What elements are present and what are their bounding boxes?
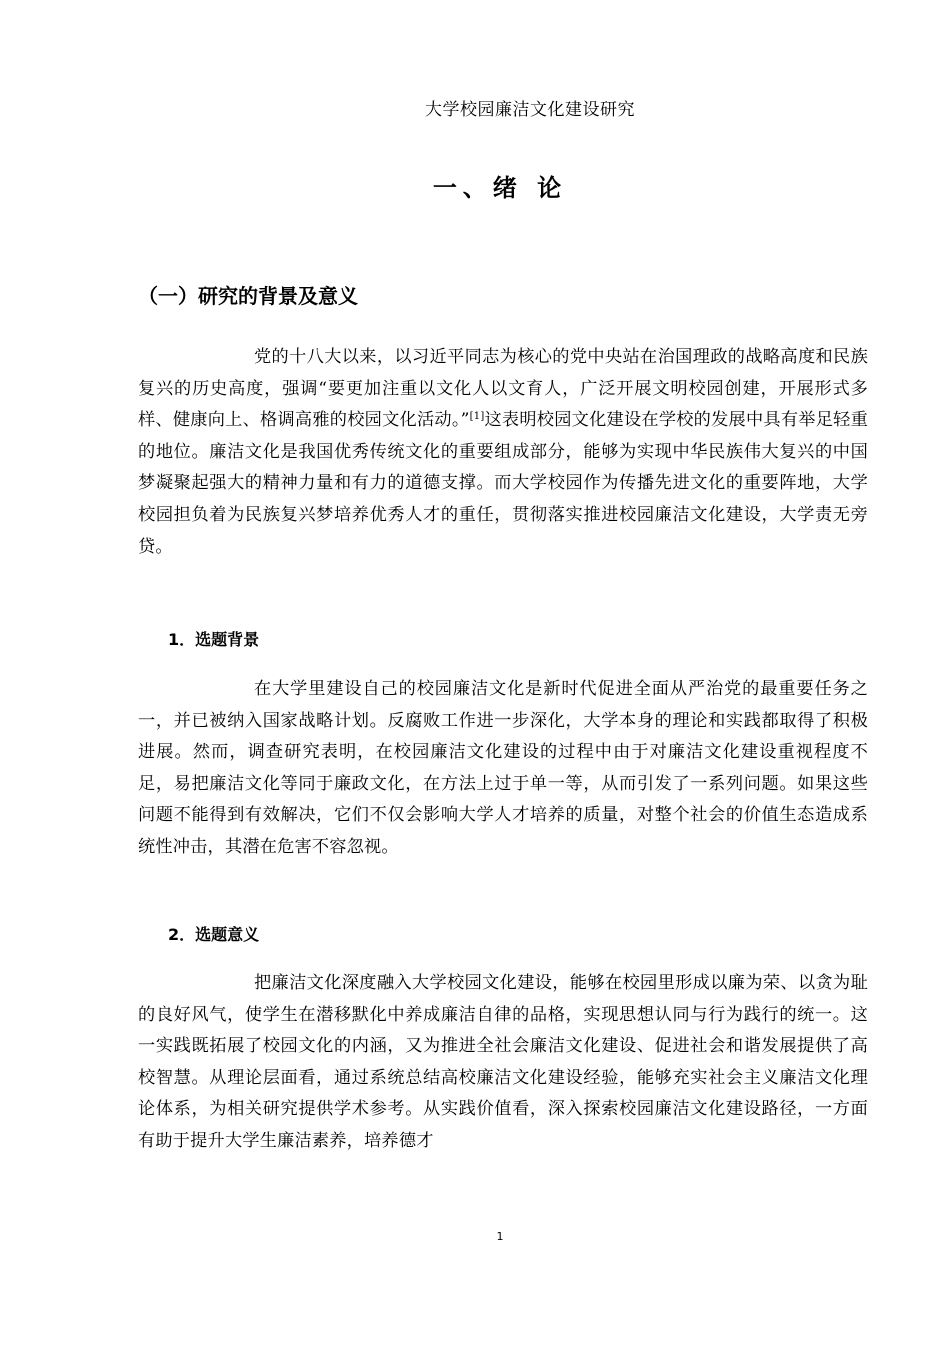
page-number: 1 [496, 1230, 504, 1243]
section-title: （一）研究的背景及意义 [138, 284, 358, 308]
intro-text-part2: 这表明校园文化建设在学校的发展中具有举足轻重的地位。廉洁文化是我国优秀传统文化的重要组成部分，能够为实现中华民族伟大复兴的中国梦凝聚起强大的精神力量和有力的道德支撑。而大学校园作为传播先进文化的重要阵地，大学校园担负着为民族复兴梦培养优秀人才的重任，贯彻落实推进校园廉洁文化建设，大学责无旁贷。 [138, 410, 868, 557]
chapter-title: 一、绪 论 [432, 174, 568, 202]
intro-text-part1: 党的十八大以来，以习近平同志为核心的党中央站在治国理政的战略高度和民族复兴的历史高度，强调“要更加注重以文化人以文育人，广泛开展文明校园创建，开展形式多样、健康向上、格调高雅的校园文化活动。” [138, 347, 868, 431]
significance-paragraph: 把廉洁文化深度融入大学校园文化建设，能够在校园里形成以廉为荣、以贪为耻的良好风气，使学生在潜移默化中养成廉洁自律的品格，实现思想认同与行为践行的统一。这一实践既拓展了校园文化的内涵，又为推进全社会廉洁文化建设、促进社会和谐发展提供了高校智慧。从理论层面看，通过系统总结高校廉洁文化建设经验，能够充实社会主义廉洁文化理论体系，为相关研究提供学术参考。从实践价值看，深入探索校园廉洁文化建设路径，一方面有助于提升大学生廉洁素养，培养德才 [138, 973, 868, 1151]
subsection-title-background: 1．选题背景 [168, 630, 260, 649]
subsection-title-significance: 2．选题意义 [168, 925, 260, 944]
running-title: 大学校园廉洁文化建设研究 [425, 100, 635, 120]
background-paragraph: 在大学里建设自己的校园廉洁文化是新时代促进全面从严治党的最重要任务之一，并已被纳入国家战略计划。反腐败工作进一步深化，大学本身的理论和实践都取得了积极进展。然而，调查研究表明，在校园廉洁文化建设的过程中由于对廉洁文化建设重视程度不足，易把廉洁文化等同于廉政文化，在方法上过于单一等，从而引发了一系列问题。如果这些问题不能得到有效解决，它们不仅会影响大学人才培养的质量，对整个社会的价值生态造成系统性冲击，其潜在危害不容忽视。 [138, 679, 868, 857]
citation-marker: [1] [469, 411, 485, 423]
intro-paragraph [138, 342, 868, 563]
